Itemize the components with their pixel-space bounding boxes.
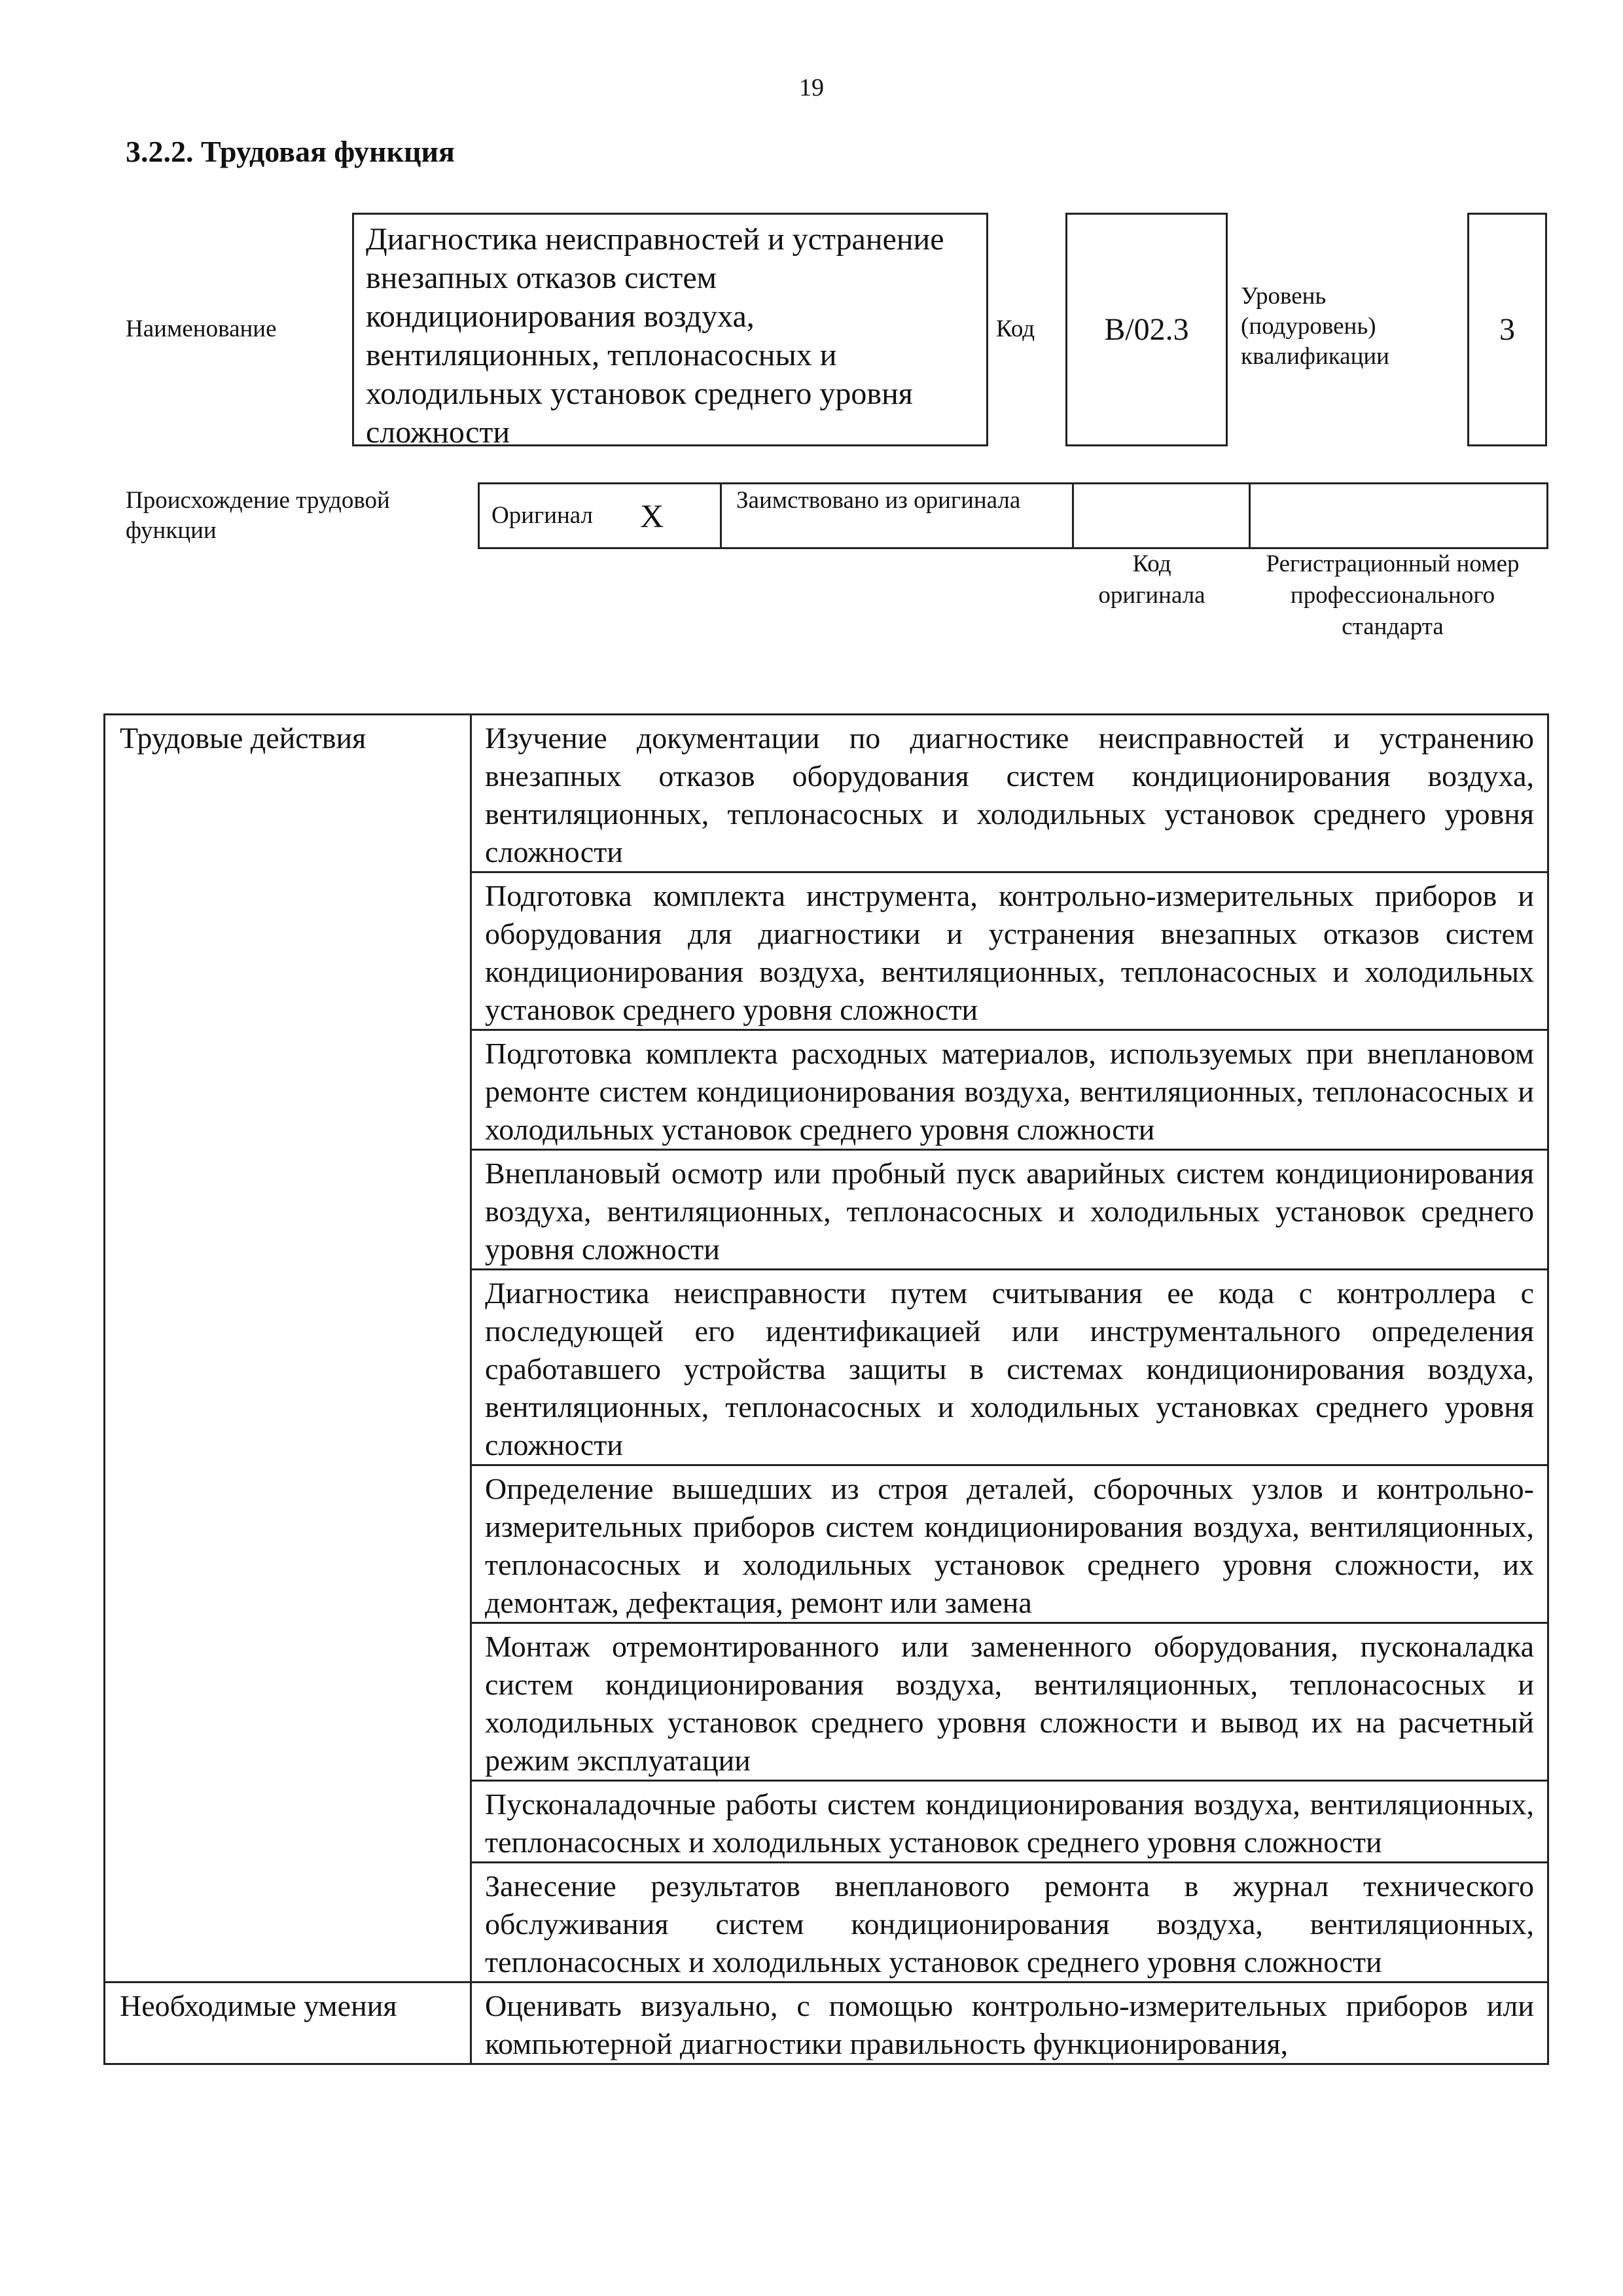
original-code-caption: Код оригинала xyxy=(1098,550,1205,609)
original-cell xyxy=(480,484,722,547)
table-cell: Подготовка комплекта инструмента, контрольно-измерительных приборов и оборудования для диагностики и устранения внезапных отказов систем кондиционирования воздуха, вентиляционных, теплонасосных и холодильных установок среднего уровня сложности xyxy=(471,872,1548,1030)
level-label: Уровень (подуровень) квалификации xyxy=(1241,283,1389,370)
table-cell: Внеплановый осмотр или пробный пуск аварийных систем кондиционирования воздуха, вентиляционных, теплонасосных и холодильных установок среднего уровня сложности xyxy=(471,1150,1548,1270)
labor-function-table xyxy=(103,713,1549,2065)
table-cell: Диагностика неисправности путем считывания ее кода с контроллера с последующей его идентификацией или инструментального определения сработавшего устройства защиты в системах кондиционирования воздуха, вентиляционных, теплонасосных и холодильных установках среднего уровня сложности xyxy=(471,1270,1548,1465)
row-header-labor-actions: Трудовые действия xyxy=(105,715,471,1982)
function-name-box: Диагностика неисправностей и устранение внезапных отказов систем кондиционирования воздуха, вентиляционных, теплонасосных и холодильных установок среднего уровня сложности xyxy=(352,213,988,446)
section-title: 3.2.2. Трудовая функция xyxy=(126,135,455,168)
code-label: Код xyxy=(996,315,1035,342)
table-row xyxy=(105,715,1548,872)
code-value: B/02.3 xyxy=(1104,312,1189,347)
origin-table xyxy=(478,482,1548,549)
borrowed-label: Заимствовано из оригинала xyxy=(736,487,1021,514)
level-box xyxy=(1467,213,1547,446)
table-cell: Оценивать визуально, с помощью контрольно-измерительных приборов или компьютерной диагностики правильность функционирования, xyxy=(471,1982,1548,2064)
original-label: Оригинал xyxy=(491,502,594,529)
table-row xyxy=(105,1982,1548,2064)
original-mark: X xyxy=(640,497,664,534)
code-box xyxy=(1065,213,1228,446)
original-code-cell xyxy=(1074,484,1251,547)
table-cell: Занесение результатов внепланового ремонта в журнал технического обслуживания систем кондиционирования воздуха, вентиляционных, теплонасосных и холодильных установок среднего уровня сложности xyxy=(471,1863,1548,1982)
origin-label: Происхождение трудовой функции xyxy=(126,487,390,544)
table-cell: Изучение документации по диагностике неисправностей и устранению внезапных отказов оборудования систем кондиционирования воздуха, вентиляционных, теплонасосных и холодильных установок среднего уровня сложности xyxy=(471,715,1548,872)
reg-number-caption: Регистрационный номер профессионального стандарта xyxy=(1266,550,1520,640)
table-cell: Монтаж отремонтированного или замененного оборудования, пусконаладка систем кондиционирования воздуха, вентиляционных, теплонасосных и холодильных установок среднего уровня сложности и вывод их на расчетный режим эксплуатации xyxy=(471,1623,1548,1781)
borrowed-cell xyxy=(722,484,1074,547)
name-label: Наименование xyxy=(126,315,277,342)
reg-number-cell xyxy=(1251,484,1546,547)
level-value: 3 xyxy=(1499,312,1515,347)
table-cell: Подготовка комплекта расходных материалов, используемых при внеплановом ремонте систем кондиционирования воздуха, вентиляционных, теплонасосных и холодильных установок среднего уровня сложности xyxy=(471,1030,1548,1150)
row-header-required-skills: Необходимые умения xyxy=(105,1982,471,2064)
table-cell: Пусконаладочные работы систем кондиционирования воздуха, вентиляционных, теплонасосных и холодильных установок среднего уровня сложности xyxy=(471,1781,1548,1863)
page-number: 19 xyxy=(799,74,824,101)
table-cell: Определение вышедших из строя деталей, сборочных узлов и контрольно-измерительных приборов систем кондиционирования воздуха, вентиляционных, теплонасосных и холодильных установок среднего уровня сложности, их демонтаж, дефектация, ремонт или замена xyxy=(471,1465,1548,1623)
